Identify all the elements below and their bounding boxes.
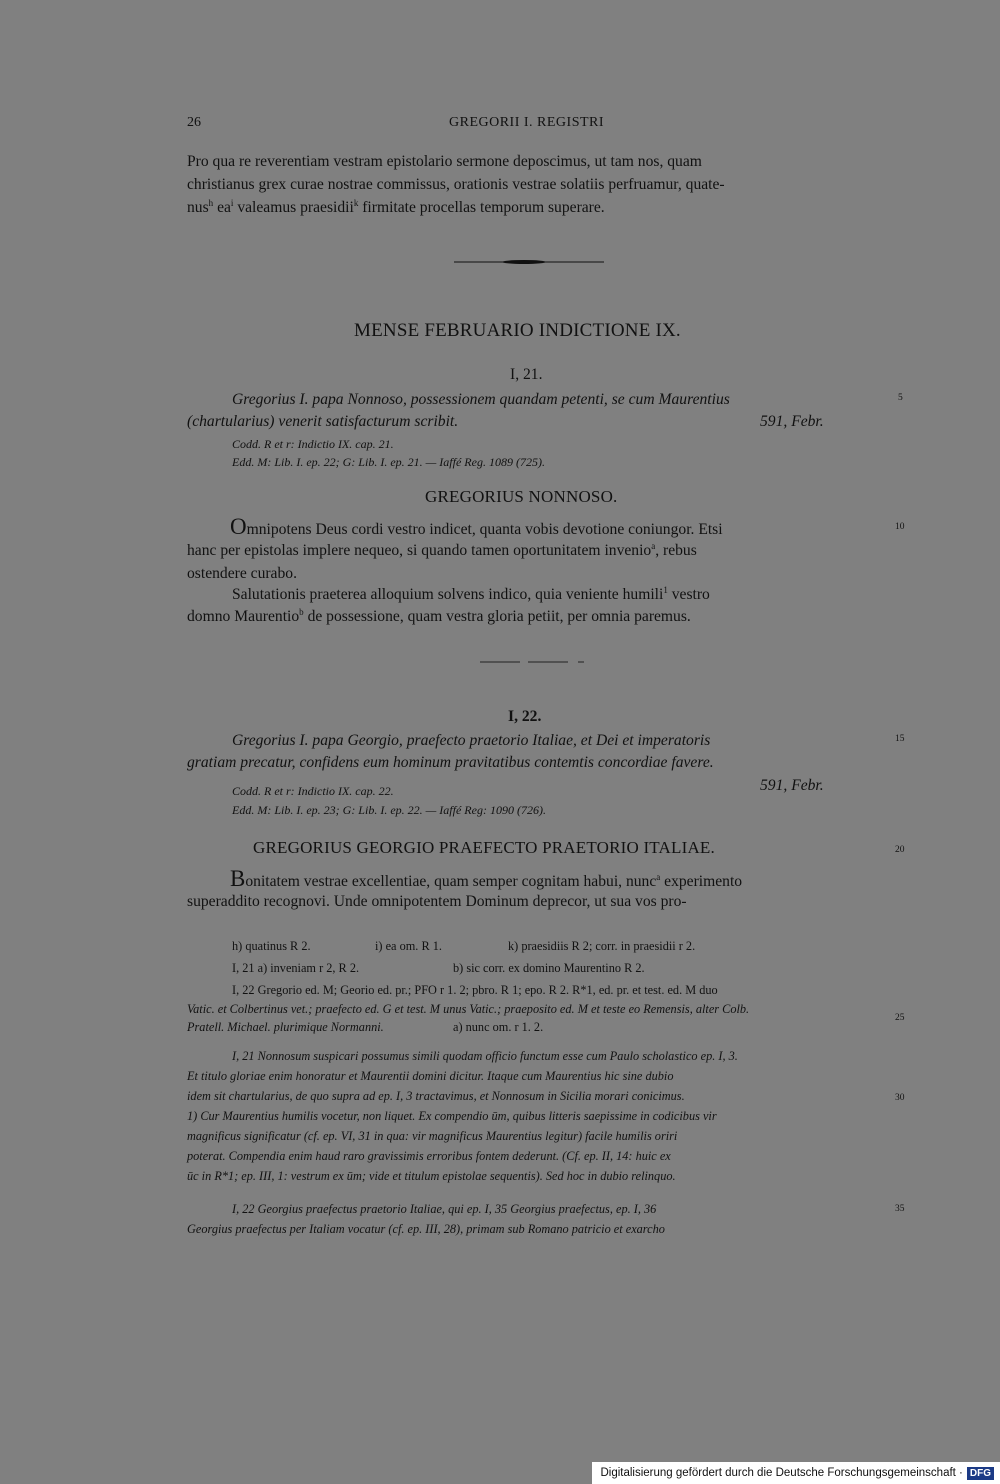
drop-cap: O xyxy=(230,514,247,539)
line-number: 20 xyxy=(895,845,905,855)
body-text: de possessione, quam vestra gloria petiit, per omnia paremus. xyxy=(303,608,691,625)
commentary-line: ūc in R*1; ep. III, 1: vestrum ex ūm; vide et titulum epistolae sequentis). Sed hoc in dubio relinquo. xyxy=(187,1169,676,1183)
body-line-1 xyxy=(230,868,742,893)
variant-note: h) quatinus R 2. xyxy=(232,939,311,953)
commentary-line: Georgius praefectus per Italiam vocatur (cf. ep. III, 28), primam sub Romano patricio et exarcho xyxy=(187,1222,665,1236)
variant-note: I, 22 Gregorio ed. M; Georio ed. pr.; PFO r 1. 2; pbro. R 1; epo. R 2. R*1, ed. pr. et test. ed. M duo xyxy=(232,983,718,997)
footnote-marker: 1 xyxy=(663,584,668,595)
footnote-marker: k xyxy=(353,197,359,208)
variant-note: k) praesidiis R 2; corr. in praesidii r 2. xyxy=(508,939,696,953)
body-text: , rebus xyxy=(655,542,697,559)
letter-summary-2: (chartularius) venerit satisfacturum scribit. xyxy=(187,413,459,430)
letter-number: I, 21. xyxy=(510,366,543,383)
commentary-line: I, 21 Nonnosum suspicari possumus simili quodam officio functum esse cum Paulo scholastico ep. I, 3. xyxy=(232,1049,738,1063)
letter-summary-2: gratiam precatur, confidens eum hominum pravitatibus contemtis concordiae favere. xyxy=(187,754,714,771)
body-text: mnipotens Deus cordi vestro indicet, quanta vobis devotione coniungor. Etsi xyxy=(246,521,723,538)
page-number: 26 xyxy=(187,115,201,130)
letter-summary-1: Gregorius I. papa Georgio, praefecto praetorio Italiae, et Dei et imperatoris xyxy=(232,732,711,749)
letter-heading: GREGORIUS GEORGIO PRAEFECTO PRAETORIO ITALIAE. xyxy=(253,838,715,857)
section-title: MENSE FEBRUARIO INDICTIONE IX. xyxy=(354,320,681,341)
intro-line-3 xyxy=(187,197,605,219)
body-line-2 xyxy=(187,540,697,562)
line-number: 25 xyxy=(895,1013,905,1023)
line-number: 35 xyxy=(895,1204,905,1214)
body-text: domno Maurentio xyxy=(187,608,300,625)
variant-note: I, 21 a) inveniam r 2, R 2. xyxy=(232,961,360,975)
dfg-logo: DFG xyxy=(967,1467,994,1480)
footnote-marker: h xyxy=(208,197,214,208)
variant-note: i) ea om. R 1. xyxy=(375,939,442,953)
section-separator xyxy=(480,659,584,665)
commentary-line: idem sit chartularius, de quo supra ad ep. I, 3 tractavimus, et Nonnosum in Sicilia morari conicimus. xyxy=(187,1089,685,1103)
commentary-line: 1) Cur Maurentius humilis vocetur, non liquet. Ex compendio ūm, quibus litteris saepissime in codicibus vir xyxy=(187,1109,717,1123)
intro-text-1: Pro qua re reverentiam vestram epistolario sermone deposcimus, ut tam nos, quam xyxy=(187,153,702,170)
editions-line: Edd. M: Lib. I. ep. 23; G: Lib. I. ep. 22. — Iaffé Reg: 1090 (726). xyxy=(232,803,546,817)
footer-text: Digitalisierung gefördert durch die Deutsche Forschungsgemeinschaft · xyxy=(600,1467,963,1479)
letter-date: 591, Febr. xyxy=(760,413,824,430)
footnote-marker: i xyxy=(230,197,234,208)
body-line-2: superaddito recognovi. Unde omnipotentem Dominum deprecor, ut sua vos pro- xyxy=(187,893,687,910)
body-text: onitatem vestrae excellentiae, quam semper cognitam habui, nunc xyxy=(245,873,657,890)
body-text: vestro xyxy=(667,586,710,603)
commentary-line: poterat. Compendia enim haud raro gravissimis erroribus fontem dederunt. (Cf. ep. II, 14: huic ex xyxy=(187,1149,671,1163)
body-text: Salutationis praeterea alloquium solvens indico, quia veniente humili xyxy=(232,586,664,603)
variant-note: b) sic corr. ex domino Maurentino R 2. xyxy=(453,961,645,975)
editions-line: Edd. M: Lib. I. ep. 22; G: Lib. I. ep. 21. — Iaffé Reg. 1089 (725). xyxy=(232,455,545,469)
codices-line: Codd. R et r: Indictio IX. cap. 22. xyxy=(232,784,394,798)
ornament-divider xyxy=(454,257,604,267)
intro-line-2 xyxy=(187,174,875,196)
digitization-footer xyxy=(592,1462,1000,1484)
intro-text-3d: firmitate procellas temporum superare. xyxy=(358,199,605,216)
drop-cap: B xyxy=(230,866,246,891)
letter-number: I, 22. xyxy=(508,708,542,725)
intro-line-1 xyxy=(187,151,875,173)
body-line-4 xyxy=(232,584,710,606)
footnote-marker: a xyxy=(651,540,656,551)
variant-note: Pratell. Michael. plurimique Normanni. xyxy=(187,1020,384,1034)
variant-note: a) nunc om. r 1. 2. xyxy=(453,1020,544,1034)
footnote-marker: b xyxy=(299,606,304,617)
codices-line: Codd. R et r: Indictio IX. cap. 21. xyxy=(232,437,394,451)
line-number: 5 xyxy=(898,393,903,403)
line-number: 30 xyxy=(895,1093,905,1103)
letter-heading: GREGORIUS NONNOSO. xyxy=(425,487,618,506)
intro-text-3: nus xyxy=(187,199,209,216)
commentary-line: magnificus significatur (cf. ep. VI, 31 in qua: vir magnificus Maurentius legitur) facile humilis oriri xyxy=(187,1129,678,1143)
body-text: hanc per epistolas implere nequeo, si quando tamen oportunitatem invenio xyxy=(187,542,652,559)
intro-text-3b: ea xyxy=(213,199,231,216)
line-number: 15 xyxy=(895,734,905,744)
footnote-marker: a xyxy=(656,871,661,882)
commentary-line: Et titulo gloriae enim honoratur et Maurentii domini dicitur. Itaque cum Maurentius hic sine dubio xyxy=(187,1069,674,1083)
commentary-line: I, 22 Georgius praefectus praetorio Italiae, qui ep. I, 35 Georgius praefectus, ep. I, 36 xyxy=(232,1202,657,1216)
running-title: GREGORII I. REGISTRI xyxy=(449,115,605,130)
body-line-1 xyxy=(230,516,723,541)
letter-summary-1: Gregorius I. papa Nonnoso, possessionem quandam petenti, se cum Maurentius xyxy=(232,391,730,408)
letter-date: 591, Febr. xyxy=(760,777,824,794)
intro-text-3c: valeamus praesidii xyxy=(233,199,354,216)
variant-note: Vatic. et Colbertinus vet.; praefecto ed. G et test. M unus Vatic.; praeposito ed. M et teste eo Remensis, alter Colb. xyxy=(187,1002,750,1016)
body-text: experimento xyxy=(660,873,743,890)
line-number: 10 xyxy=(895,522,905,532)
intro-text-2: christianus grex curae nostrae commissus, orationis vestrae solatiis perfruamur, quate- xyxy=(187,176,725,193)
body-line-5 xyxy=(187,606,691,628)
body-line-3: ostendere curabo. xyxy=(187,565,297,582)
